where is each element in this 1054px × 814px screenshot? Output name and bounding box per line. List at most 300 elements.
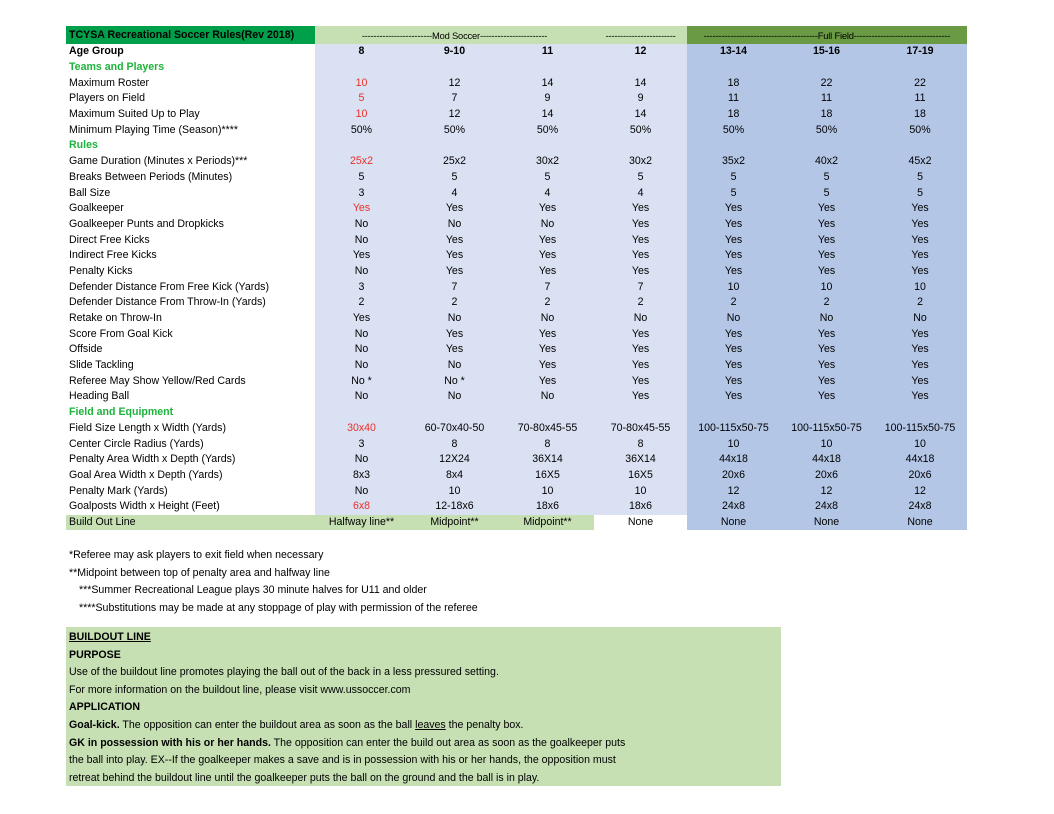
table-cell: 16X5 [501, 468, 594, 484]
row-label: Score From Goal Kick [69, 327, 173, 340]
table-row [66, 264, 967, 280]
table-cell: No [315, 452, 408, 468]
table-row [66, 436, 967, 452]
table-cell: 18 [687, 75, 780, 91]
table-cell: 3 [315, 436, 408, 452]
table-cell: None [873, 515, 967, 531]
table-cell: 10 [501, 483, 594, 499]
table-cell: Yes [687, 201, 780, 217]
row-label: Maximum Suited Up to Play [69, 108, 200, 121]
table-cell: 6x8 [315, 499, 408, 515]
table-cell: 50% [687, 122, 780, 138]
table-cell: Yes [594, 326, 687, 342]
table-row [66, 154, 967, 170]
table-cell: 10 [687, 279, 780, 295]
table-cell: 5 [687, 170, 780, 186]
table-cell: No [315, 358, 408, 374]
table-cell: Yes [315, 248, 408, 264]
table-row [66, 217, 967, 233]
table-cell: 14 [501, 75, 594, 91]
table-cell: No [315, 389, 408, 405]
table-cell [687, 138, 780, 154]
row-label: Build Out Line [66, 515, 315, 531]
table-cell: 5 [501, 170, 594, 186]
table-row [66, 342, 967, 358]
age-cell: 15-16 [780, 44, 873, 60]
row-label: Heading Ball [69, 390, 130, 403]
row-label: Offside [69, 343, 103, 356]
table-cell: Halfway line** [315, 515, 408, 531]
table-cell: 60-70x40-50 [408, 421, 501, 437]
table-cell: 18x6 [501, 499, 594, 515]
table-cell: Yes [687, 358, 780, 374]
table-cell: 8 [501, 436, 594, 452]
table-cell: Yes [780, 217, 873, 233]
header-row [66, 26, 967, 44]
table-cell [687, 60, 780, 76]
table-cell: Midpoint** [408, 515, 501, 531]
table-cell: No [780, 311, 873, 327]
row-label: Goalkeeper Punts and Dropkicks [69, 217, 224, 230]
table-cell: Yes [873, 264, 967, 280]
row-label: Goalposts Width x Height (Feet) [69, 500, 220, 513]
table-cell: Yes [873, 342, 967, 358]
table-cell: No [501, 217, 594, 233]
table-cell: 18x6 [594, 499, 687, 515]
table-cell [501, 60, 594, 76]
table-row [66, 232, 967, 248]
age-group-label: Age Group [69, 45, 124, 58]
table-cell: 8x3 [315, 468, 408, 484]
purpose-text: Use of the buildout line promotes playing the ball out of the back in a less pressured setting. [69, 666, 499, 679]
table-cell: 18 [873, 107, 967, 123]
table-cell [780, 138, 873, 154]
table-cell: 3 [315, 279, 408, 295]
table-cell: 5 [315, 170, 408, 186]
table-cell: None [687, 515, 780, 531]
goalkick-text: The opposition can enter the buildout area as soon as the ball [119, 718, 416, 731]
table-cell: 25x2 [408, 154, 501, 170]
goalkick-line [69, 717, 781, 735]
table-cell: 2 [501, 295, 594, 311]
table-cell: Yes [873, 326, 967, 342]
table-row [66, 468, 967, 484]
table-cell: Yes [594, 358, 687, 374]
gk-line [69, 735, 781, 753]
table-cell: 11 [780, 91, 873, 107]
section-label: Field and Equipment [69, 406, 174, 419]
footnote: ****Substitutions may be made at any stoppage of play with permission of the referee [79, 601, 478, 614]
table-cell: Yes [780, 201, 873, 217]
row-label: Ball Size [69, 186, 111, 199]
age-cell: 11 [501, 44, 594, 60]
table-cell: 5 [687, 185, 780, 201]
table-cell: 10 [873, 436, 967, 452]
table-cell: 10 [594, 483, 687, 499]
table-cell: 9 [501, 91, 594, 107]
age-cell: 13-14 [687, 44, 780, 60]
footnote: *Referee may ask players to exit field when necessary [69, 549, 324, 561]
table-cell: 36X14 [594, 452, 687, 468]
table-cell: 4 [408, 185, 501, 201]
table-cell: Yes [408, 326, 501, 342]
table-cell: 50% [315, 122, 408, 138]
table-cell: 18 [780, 107, 873, 123]
table-cell: Yes [687, 248, 780, 264]
table-cell: No * [315, 373, 408, 389]
row-label: Penalty Kicks [69, 264, 133, 277]
table-cell: 20x6 [687, 468, 780, 484]
table-cell: Midpoint** [501, 515, 594, 531]
table-cell: No * [408, 373, 501, 389]
table-row [66, 389, 967, 405]
table-row [66, 75, 967, 91]
mod-soccer-header-12: ------------------------ [594, 26, 687, 44]
table-cell: 45x2 [873, 154, 967, 170]
gk-line-3: retreat behind the buildout line until the goalkeeper puts the ball on the ground and the ball is in play. [69, 771, 540, 784]
footnotes [69, 547, 478, 617]
table-cell: Yes [501, 248, 594, 264]
table-cell: No [315, 483, 408, 499]
table-cell: Yes [408, 232, 501, 248]
age-cell: 12 [594, 44, 687, 60]
table-cell: 3 [315, 185, 408, 201]
age-cell: 8 [315, 44, 408, 60]
row-label: Indirect Free Kicks [69, 249, 157, 262]
row-label: Field Size Length x Width (Yards) [69, 421, 227, 434]
table-cell: Yes [408, 342, 501, 358]
gk-bold: GK in possession with his or her hands. [69, 736, 271, 749]
table-cell: 30x2 [594, 154, 687, 170]
table-cell: 7 [594, 279, 687, 295]
table-cell: Yes [687, 326, 780, 342]
table-cell: Yes [873, 201, 967, 217]
table-cell [873, 60, 967, 76]
table-title: TCYSA Recreational Soccer Rules(Rev 2018) [66, 26, 315, 44]
table-cell [315, 405, 408, 421]
table-row [66, 295, 967, 311]
row-label: Goal Area Width x Depth (Yards) [69, 468, 223, 481]
table-cell: No [315, 232, 408, 248]
table-cell: 2 [873, 295, 967, 311]
row-label: Minimum Playing Time (Season)**** [69, 123, 238, 136]
table-row [66, 452, 967, 468]
table-cell: 10 [687, 436, 780, 452]
goalkick-leaves: leaves [415, 718, 446, 731]
table-cell: 4 [501, 185, 594, 201]
table-cell: 10 [780, 436, 873, 452]
table-row [66, 326, 967, 342]
table-cell: 24x8 [687, 499, 780, 515]
table-cell: 14 [594, 75, 687, 91]
table-row [66, 107, 967, 123]
table-cell: Yes [594, 201, 687, 217]
goalkick-end: the penalty box. [445, 718, 524, 731]
full-field-header: ---------------------------------------Full Field--------------------------------- [687, 26, 967, 44]
table-cell: 11 [873, 91, 967, 107]
table-cell: 12 [408, 75, 501, 91]
table-cell: No [408, 358, 501, 374]
table-cell: 10 [408, 483, 501, 499]
table-cell: 10 [873, 279, 967, 295]
table-row [66, 311, 967, 327]
table-row [66, 122, 967, 138]
table-cell [408, 60, 501, 76]
table-cell: Yes [594, 373, 687, 389]
table-cell: No [873, 311, 967, 327]
table-cell: Yes [501, 326, 594, 342]
table-cell: 70-80x45-55 [594, 421, 687, 437]
row-label: Direct Free Kicks [69, 233, 150, 246]
table-cell: 2 [594, 295, 687, 311]
table-cell: 7 [408, 91, 501, 107]
section-row [66, 138, 967, 154]
table-cell: 8x4 [408, 468, 501, 484]
mod-soccer-header: ------------------------Mod Soccer----------------------- [315, 26, 594, 44]
gk-text: The opposition can enter the build out area as soon as the goalkeeper puts [270, 736, 626, 749]
table-cell: 50% [408, 122, 501, 138]
table-cell: Yes [687, 389, 780, 405]
table-row [66, 170, 967, 186]
table-cell: Yes [873, 248, 967, 264]
table-row [66, 248, 967, 264]
table-cell: Yes [687, 342, 780, 358]
buildout-heading: BUILDOUT LINE [69, 631, 151, 643]
table-cell: Yes [594, 389, 687, 405]
table-cell [780, 60, 873, 76]
table-cell: 50% [873, 122, 967, 138]
application-label: APPLICATION [69, 701, 141, 714]
table-cell: Yes [594, 264, 687, 280]
table-cell: No [594, 311, 687, 327]
table-cell: Yes [780, 248, 873, 264]
section-label: Teams and Players [69, 61, 165, 74]
table-cell: Yes [780, 264, 873, 280]
table-cell [594, 405, 687, 421]
table-cell: No [501, 311, 594, 327]
table-cell: Yes [501, 358, 594, 374]
table-cell: 4 [594, 185, 687, 201]
table-cell: Yes [501, 264, 594, 280]
buildout-info-box [66, 627, 781, 786]
table-cell: Yes [687, 217, 780, 233]
table-cell [501, 405, 594, 421]
table-cell: No [408, 217, 501, 233]
table-cell: No [501, 389, 594, 405]
table-cell: Yes [687, 264, 780, 280]
table-cell: 24x8 [873, 499, 967, 515]
table-cell: Yes [501, 342, 594, 358]
table-cell: 10 [780, 279, 873, 295]
table-cell: Yes [408, 264, 501, 280]
table-cell [594, 138, 687, 154]
row-label: Penalty Area Width x Depth (Yards) [69, 453, 236, 466]
row-label: Defender Distance From Throw-In (Yards) [69, 296, 266, 309]
table-cell: Yes [780, 232, 873, 248]
age-group-row [66, 44, 967, 60]
table-cell [315, 138, 408, 154]
table-cell [873, 138, 967, 154]
table-cell: 14 [501, 107, 594, 123]
table-cell [594, 60, 687, 76]
table-cell: Yes [501, 232, 594, 248]
table-cell: No [315, 342, 408, 358]
table-cell: Yes [594, 232, 687, 248]
table-cell: 44x18 [780, 452, 873, 468]
table-cell [408, 405, 501, 421]
table-cell: 35x2 [687, 154, 780, 170]
table-cell: Yes [873, 232, 967, 248]
table-cell: None [780, 515, 873, 531]
row-label: Maximum Roster [69, 76, 150, 89]
footnote: **Midpoint between top of penalty area and halfway line [69, 566, 330, 579]
table-row [66, 358, 967, 374]
table-cell: 100-115x50-75 [687, 421, 780, 437]
rules-table [66, 26, 967, 530]
table-cell: Yes [780, 373, 873, 389]
table-cell: Yes [501, 373, 594, 389]
table-cell: 22 [873, 75, 967, 91]
table-cell: No [408, 311, 501, 327]
table-cell: 50% [594, 122, 687, 138]
info-text: For more information on the buildout line, please visit www.ussoccer.com [69, 683, 411, 696]
table-cell: 16X5 [594, 468, 687, 484]
age-cell: 9-10 [408, 44, 501, 60]
table-cell: 12 [873, 483, 967, 499]
table-cell: Yes [780, 389, 873, 405]
table-row [66, 201, 967, 217]
table-cell: 11 [687, 91, 780, 107]
row-label: Slide Tackling [69, 359, 134, 372]
table-cell: 12 [780, 483, 873, 499]
table-cell: 20x6 [780, 468, 873, 484]
table-cell: Yes [315, 311, 408, 327]
table-cell: 8 [408, 436, 501, 452]
row-label: Penalty Mark (Yards) [69, 484, 168, 497]
table-cell: 10 [315, 107, 408, 123]
table-cell: 12 [408, 107, 501, 123]
table-cell: 5 [315, 91, 408, 107]
table-cell: 44x18 [687, 452, 780, 468]
table-cell: Yes [873, 373, 967, 389]
section-row [66, 60, 967, 76]
table-cell: Yes [780, 326, 873, 342]
purpose-label: PURPOSE [69, 648, 121, 661]
table-cell: 12X24 [408, 452, 501, 468]
table-cell: 22 [780, 75, 873, 91]
table-cell: Yes [594, 248, 687, 264]
row-label: Players on Field [69, 92, 145, 105]
table-cell: 18 [687, 107, 780, 123]
table-cell: None [594, 515, 687, 531]
table-cell: 14 [594, 107, 687, 123]
table-cell [315, 60, 408, 76]
table-cell: 12 [687, 483, 780, 499]
table-row [66, 185, 967, 201]
table-cell: 40x2 [780, 154, 873, 170]
table-cell: 2 [780, 295, 873, 311]
table-cell: 30x2 [501, 154, 594, 170]
table-cell: Yes [873, 358, 967, 374]
table-cell: 5 [408, 170, 501, 186]
table-cell: Yes [594, 342, 687, 358]
table-cell: 12-18x6 [408, 499, 501, 515]
table-cell: 10 [315, 75, 408, 91]
table-cell: 5 [780, 185, 873, 201]
gk-line-2: the ball into play. EX--If the goalkeeper makes a save and is in possession with his or her hands, the opposition must [69, 754, 616, 767]
table-row [66, 499, 967, 515]
age-cell: 17-19 [873, 44, 967, 60]
table-cell: 25x2 [315, 154, 408, 170]
row-label: Defender Distance From Free Kick (Yards) [69, 280, 269, 293]
table-cell: Yes [780, 342, 873, 358]
table-row [66, 421, 967, 437]
table-cell: 5 [594, 170, 687, 186]
row-label: Game Duration (Minutes x Periods)*** [69, 155, 248, 168]
table-cell: 30x40 [315, 421, 408, 437]
table-cell [408, 138, 501, 154]
table-cell: No [687, 311, 780, 327]
table-cell: 5 [873, 185, 967, 201]
row-label: Goalkeeper [69, 202, 124, 215]
table-cell: 7 [501, 279, 594, 295]
table-cell: Yes [594, 217, 687, 233]
table-cell [501, 138, 594, 154]
table-cell: Yes [687, 373, 780, 389]
table-cell: 100-115x50-75 [873, 421, 967, 437]
table-cell: 100-115x50-75 [780, 421, 873, 437]
table-cell: Yes [780, 358, 873, 374]
table-cell: Yes [501, 201, 594, 217]
buildout-row [66, 515, 967, 531]
table-cell: Yes [408, 201, 501, 217]
table-cell [780, 405, 873, 421]
table-cell: 7 [408, 279, 501, 295]
table-cell: No [315, 217, 408, 233]
table-row [66, 373, 967, 389]
row-label: Center Circle Radius (Yards) [69, 437, 204, 450]
table-cell: 2 [687, 295, 780, 311]
table-row [66, 91, 967, 107]
table-cell: 24x8 [780, 499, 873, 515]
table-cell: Yes [687, 232, 780, 248]
section-label: Rules [69, 139, 98, 152]
table-cell: No [315, 326, 408, 342]
table-cell: Yes [873, 389, 967, 405]
row-label: Retake on Throw-In [69, 312, 162, 325]
row-label: Referee May Show Yellow/Red Cards [69, 374, 246, 387]
table-cell: 20x6 [873, 468, 967, 484]
table-row [66, 483, 967, 499]
table-cell: 5 [780, 170, 873, 186]
table-cell: 44x18 [873, 452, 967, 468]
table-cell: 5 [873, 170, 967, 186]
footnote: ***Summer Recreational League plays 30 minute halves for U11 and older [79, 584, 427, 596]
table-cell: Yes [408, 248, 501, 264]
section-row [66, 405, 967, 421]
table-cell: 8 [594, 436, 687, 452]
table-cell: No [315, 264, 408, 280]
row-label: Breaks Between Periods (Minutes) [69, 170, 233, 183]
goalkick-bold: Goal-kick. [69, 718, 120, 731]
table-cell: No [408, 389, 501, 405]
table-cell: 70-80x45-55 [501, 421, 594, 437]
table-cell [687, 405, 780, 421]
table-cell: Yes [873, 217, 967, 233]
table-cell: 9 [594, 91, 687, 107]
table-cell: 36X14 [501, 452, 594, 468]
table-cell: 2 [408, 295, 501, 311]
